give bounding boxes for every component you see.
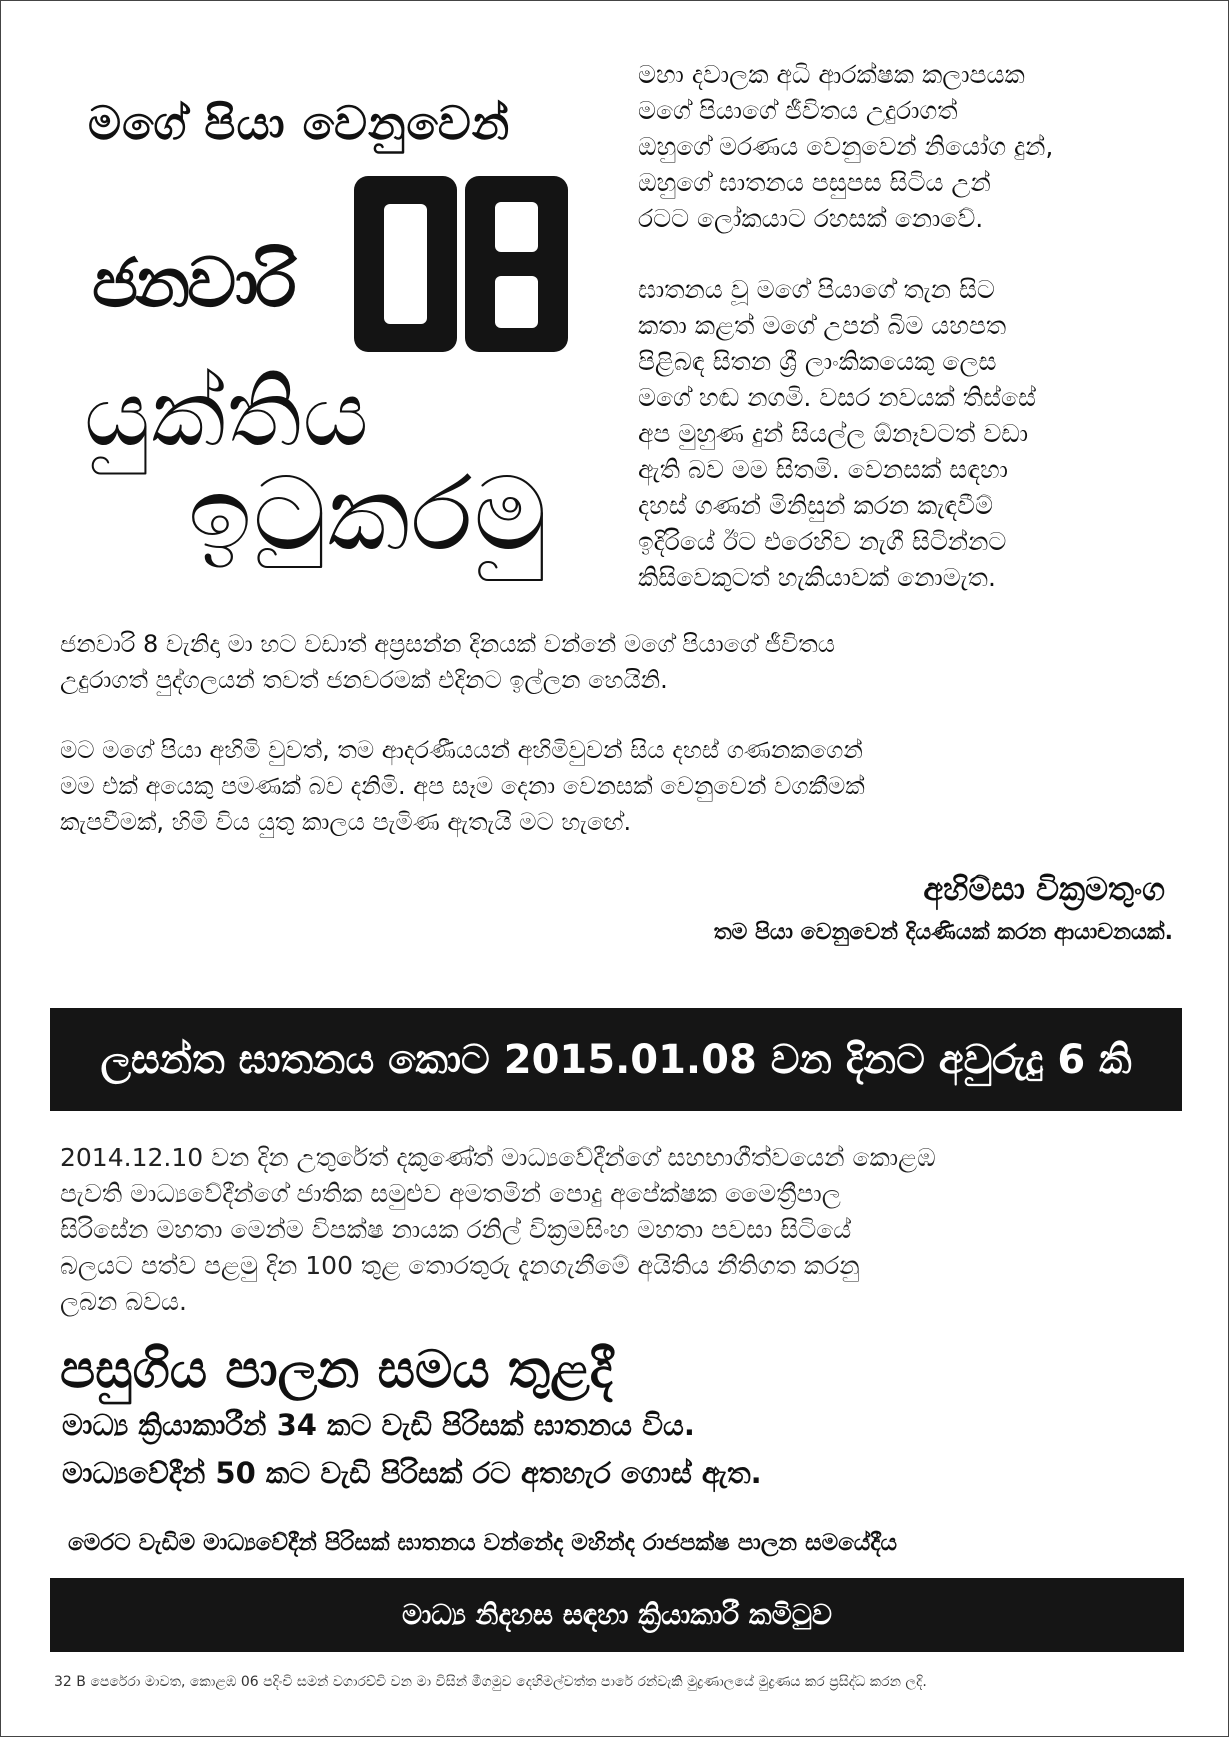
organization-banner: [50, 1578, 1184, 1652]
anniversary-banner: [50, 1008, 1182, 1111]
digit-eight: [465, 176, 568, 352]
organization-name: මාධ්‍ය නිදහස සඳහා ක්‍රියාකාරී කමිටුව: [401, 1598, 833, 1631]
past-regime-heading: පසුගිය පාලන සමය තුළදී: [60, 1340, 613, 1400]
closing-statement: මෙරට වැඩිම මාධ්‍යවේදීන් පිරිසක් ඝාතනය වන්නේද මහින්ද රාජපක්ෂ පාලන සමයේදීය: [68, 1530, 898, 1556]
right-paragraph-2: ඝාතනය වූ මගේ පියාගේ තැන සිට කතා කළත් මගේ උපන් බිම යහපත පිළිබඳ සිතන ශ්‍රී ලාංකිකයෙකු ලෙස මගේ හඬ නගමි. වසර නවයක් තිස්සේ අප මුහුණ දුන් සියල්ල ඕනෑවටත් වඩා ඇති බව මම සිතමි. වෙනසක් සඳහා දහස් ගණන් මිනිසුන් කරන කැඳවීම් ඉදිරියේ ඊට එරෙහිව නැගී සිටින්නට කිසිවෙකුටත් හැකියාවක් නොමැත.: [638, 275, 1037, 592]
notice-paragraph: 2014.12.10 වන දින උතුරේත් දකුණේත් මාධ්‍යවේදීන්ගේ සහභාගීත්වයෙන් කොළඹ පැවති මාධ්‍යවේදීන්ගේ ජාතික සමුළුව අමතමින් පොදු අපේක්ෂක මෛත්‍රීපාල සිරිසේන මහතා මෙන්ම විපක්ෂ නායක රනිල් වික්‍රමසිංහ මහතා පවසා සිටියේ බලයට පත්ව පළමු දින 100 තුළ තොරතුරු දැනගැනීමේ අයිතිය නීතිගත කරනු ලබන බවය.: [60, 1143, 936, 1316]
headline-for-my-father: මගේ පියා වෙනුවෙන්: [88, 96, 511, 150]
signature-subtitle: තම පියා වෙනුවෙන් දියණියක් කරන ආයාචනයක්.: [713, 920, 1173, 945]
headline-month: ජනවාරි: [92, 244, 294, 323]
signature-name: අහිම්සා වික්‍රමතුංග: [923, 870, 1165, 908]
headline-day-number: [354, 176, 568, 352]
headline-deliver: ඉටුකරමු: [188, 455, 548, 574]
right-paragraph-1: මහා දවාලක අධි ආරක්ෂක කලාපයක මගේ පියාගේ ජීවිතය උදුරාගත් ඔහුගේ මරණය වෙනුවෙන් නියෝග දුන්, ඔහුගේ ඝාතනය පසුපස සිටිය උන් රටට ලෝකයාට රහසක් නොවේ.: [638, 60, 1054, 233]
anniversary-banner-text: ලසන්ත ඝාතනය කොට 2015.01.08 වන දිනට අවුරුදු 6 කි: [100, 1036, 1132, 1083]
body-paragraph-1: ජනවාරි 8 වැනිදා මා හට වඩාත් අප්‍රසන්න දිනයක් වන්නේ මගේ පියාගේ ජීවිතය උදුරාගත් පුද්ගලයන් තවත් ජනවරමක් එදිනට ඉල්ලන හෙයිනි.: [60, 630, 836, 694]
stat-journalists-fled: මාධ්‍යවේදීන් 50 කට වැඩි පිරිසක් රට අතහැර ගොස් ඇත.: [62, 1456, 762, 1490]
body-paragraph-2: මට මගේ පියා අහිමි වුවත්, තම ආදරණීයයන් අහිමිවුවන් සිය දහස් ගණනකගෙන් මම එක් අයෙකු පමණක් බව දනිමි. අප සෑම දෙනා වෙනසක් වෙනුවෙන් වගකීමක් කැපවීමක්, හිමි විය යුතු කාලය පැමිණ ඇතැයි මට හැඟේ.: [60, 736, 865, 836]
headline-justice: යුක්තිය: [84, 360, 370, 467]
printer-imprint: 32 B පෙරේරා මාවත, කොළඹ 06 පදිංචි සමන් වගාරච්චි වන මා විසින් මීගමුව දෙහිමල්වත්ත පාරේ රන්වැකි මුද්‍රණාලයේ මුද්‍රණය කර ප්‍රසිද්ධ කරන ලදි.: [54, 1674, 927, 1690]
digit-zero: [354, 176, 457, 352]
stat-activists-killed: මාධ්‍ය ක්‍රියාකාරීන් 34 කට වැඩි පිරිසක් ඝාතනය විය.: [62, 1408, 695, 1442]
